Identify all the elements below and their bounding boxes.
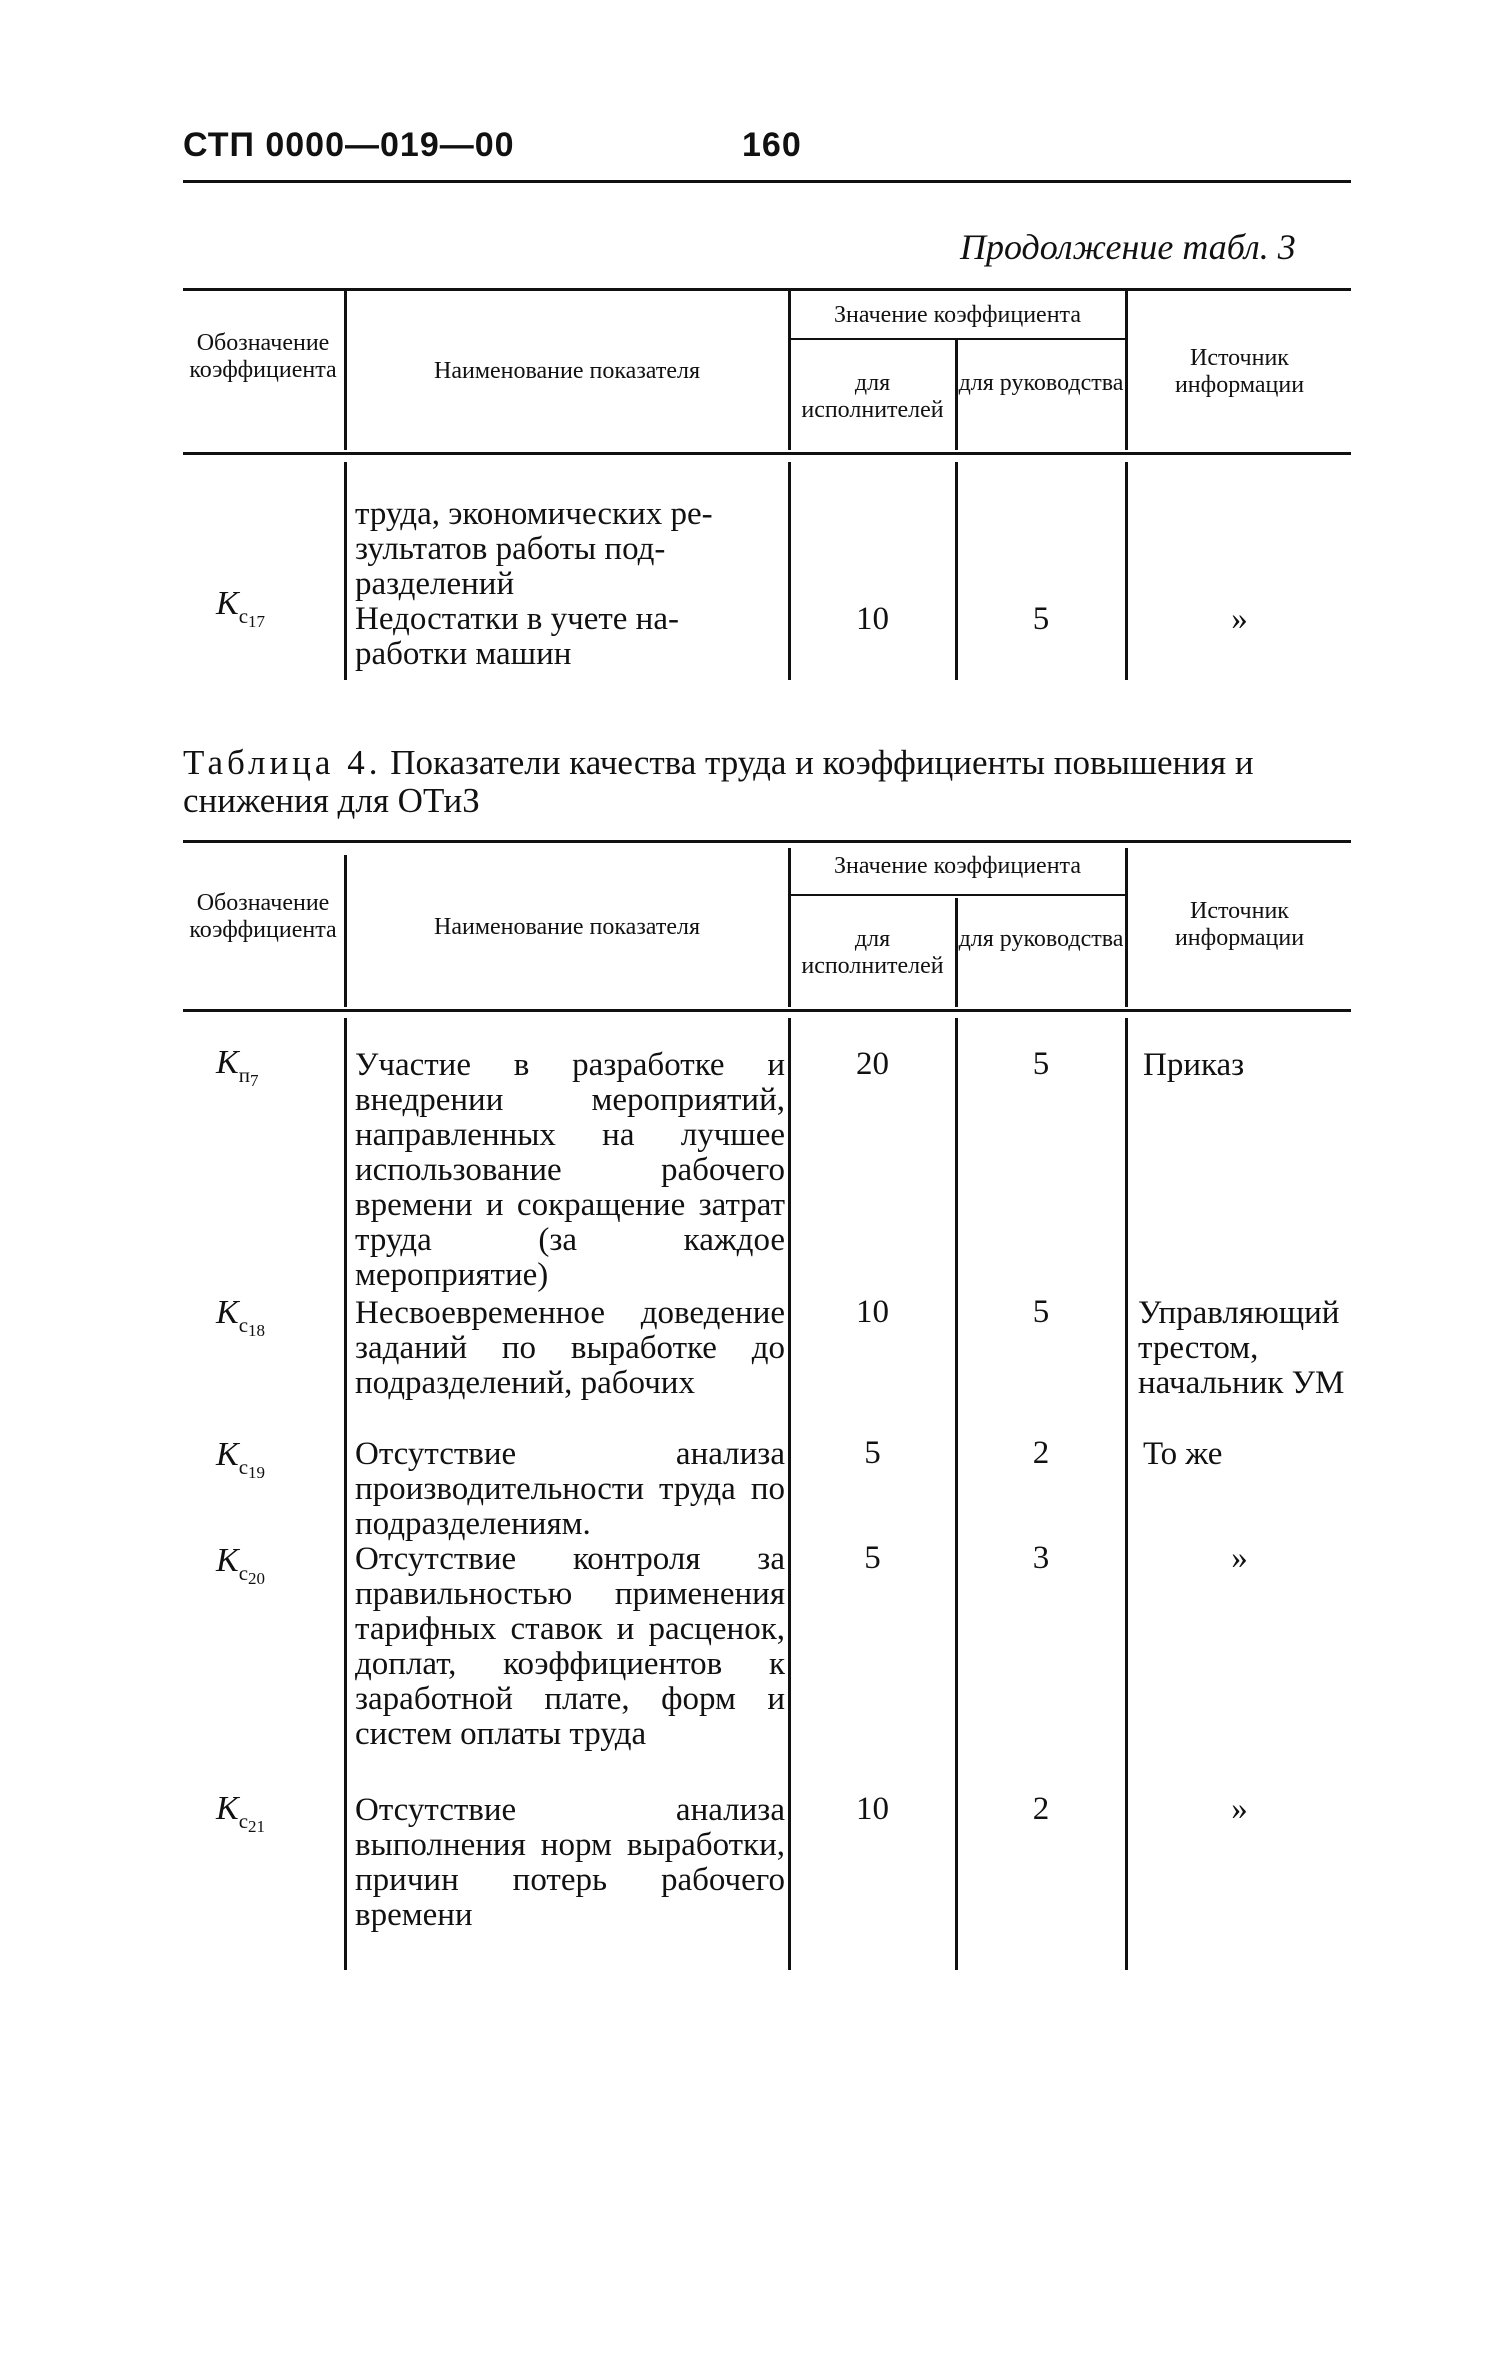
management-value: 5 bbox=[1032, 601, 1050, 637]
document-code: СТП 0000—019—00 bbox=[183, 126, 515, 164]
coefficient-symbol: $K_{c_{21}}$ bbox=[216, 1790, 266, 1836]
coefficient-symbol: $K_{c_{18}}$ bbox=[216, 1294, 266, 1340]
col-header-coef-group: Значение коэффициента bbox=[834, 853, 1081, 879]
col-header-symbol: Обозначение коэффициента bbox=[189, 890, 337, 943]
table-4-label: Таблица 4. bbox=[183, 743, 382, 782]
management-value: 3 bbox=[1032, 1540, 1050, 1576]
source-value: » bbox=[1231, 601, 1248, 637]
col-header-performers: для исполнителей bbox=[801, 370, 944, 423]
table-4-title: Показатели качества труда и коэффициенты повышения и снижения для ОТиЗ bbox=[183, 743, 1254, 820]
performers-value: 5 bbox=[864, 1540, 881, 1576]
management-value: 5 bbox=[1032, 1046, 1050, 1082]
col-header-management: для руководства bbox=[958, 370, 1124, 396]
source-value: Управляющий трестом, начальник УМ bbox=[1138, 1295, 1345, 1401]
performers-value: 10 bbox=[856, 601, 889, 637]
table-4-caption bbox=[183, 744, 1343, 820]
management-value: 2 bbox=[1032, 1791, 1050, 1827]
performers-value: 5 bbox=[864, 1435, 881, 1471]
col-header-management: для руководства bbox=[958, 926, 1124, 952]
performers-value: 20 bbox=[856, 1046, 889, 1082]
coefficient-symbol: $K_{c_{19}}$ bbox=[216, 1436, 266, 1482]
col-header-name: Наименование показателя bbox=[434, 914, 700, 940]
coefficient-symbol: $K_{c_{20}}$ bbox=[216, 1542, 266, 1588]
col-header-source: Источник информации bbox=[1174, 898, 1305, 951]
management-value: 2 bbox=[1032, 1435, 1050, 1471]
continuation-label: Продолжение табл. 3 bbox=[960, 227, 1296, 267]
coefficient-symbol: $K_{c_{17}}$ bbox=[216, 585, 266, 631]
management-value: 5 bbox=[1032, 1294, 1050, 1330]
source-value: То же bbox=[1143, 1436, 1223, 1472]
indicator-name: Отсутствие анализа производительности труда по подразделениям. bbox=[355, 1436, 785, 1542]
source-value: » bbox=[1231, 1540, 1248, 1576]
coefficient-symbol: $K_{п_7}$ bbox=[216, 1044, 259, 1090]
header-rule bbox=[183, 180, 1351, 183]
source-value: » bbox=[1231, 1791, 1248, 1827]
indicator-name: Несвоевременное доведение заданий по выработке до подразделений, рабочих bbox=[355, 1295, 785, 1401]
performers-value: 10 bbox=[856, 1791, 889, 1827]
indicator-name: Участие в разработке и внедрении мероприятий, направленных на лучшее использование рабочего времени и сокращение затрат труда (за каждое мероприятие) bbox=[355, 1047, 785, 1293]
col-header-source: Источник информации bbox=[1174, 345, 1305, 398]
col-header-performers: для исполнителей bbox=[801, 926, 944, 979]
col-header-symbol: Обозначение коэффициента bbox=[189, 330, 337, 383]
col-header-name: Наименование показателя bbox=[434, 358, 700, 384]
source-value: Приказ bbox=[1143, 1047, 1245, 1083]
indicator-name: Отсутствие контроля за правильностью применения тарифных ставок и расценок, доплат, коэффициентов к заработной плате, форм и систем оплаты труда bbox=[355, 1541, 785, 1752]
performers-value: 10 bbox=[856, 1294, 889, 1330]
indicator-name: труда, экономических ре- зультатов работы под- разделений Недостатки в учете на- работки машин bbox=[355, 496, 713, 672]
col-header-coef-group: Значение коэффициента bbox=[834, 302, 1081, 328]
indicator-name: Отсутствие анализа выполнения норм выработки, причин потерь рабочего времени bbox=[355, 1792, 785, 1933]
page-number: 160 bbox=[742, 126, 802, 164]
